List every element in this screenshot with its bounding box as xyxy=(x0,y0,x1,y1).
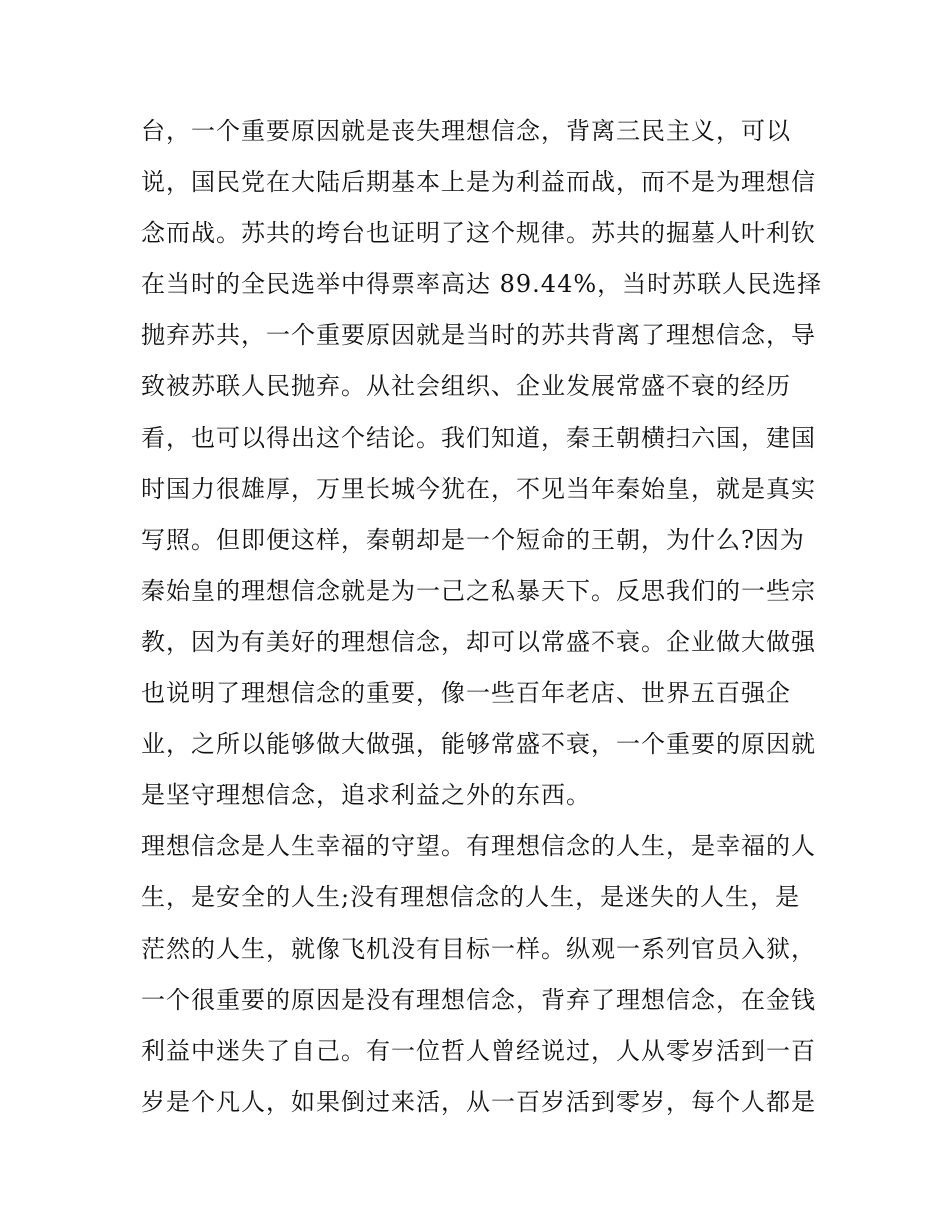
text-line: 业，之所以能够做大做强，能够常盛不衰，一个重要的原因就 xyxy=(141,730,816,759)
text-line: 一个很重要的原因是没有理想信念，背弃了理想信念，在金钱 xyxy=(141,985,816,1014)
text-line: 是坚守理想信念，追求利益之外的东西。 xyxy=(141,781,591,810)
text-line: 念而战。苏共的垮台也证明了这个规律。苏共的掘墓人叶利钦 xyxy=(141,219,816,248)
text-line: 岁是个凡人，如果倒过来活，从一百岁活到零岁，每个人都是 xyxy=(141,1087,816,1116)
text-line: 利益中迷失了自己。有一位哲人曾经说过，人从零岁活到一百 xyxy=(141,1036,816,1065)
document-body xyxy=(141,106,821,1128)
text-line: 抛弃苏共，一个重要原因就是当时的苏共背离了理想信念，导 xyxy=(141,321,816,350)
text-line: 写照。但即便这样，秦朝却是一个短命的王朝，为什么?因为 xyxy=(141,525,805,554)
text-line: 时国力很雄厚，万里长城今犹在，不见当年秦始皇，就是真实 xyxy=(141,474,816,503)
text-line: 生，是安全的人生;没有理想信念的人生，是迷失的人生，是 xyxy=(141,883,801,912)
text-line: 台，一个重要原因就是丧失理想信念，背离三民主义，可以 xyxy=(141,117,791,145)
text-line: 致被苏联人民抛弃。从社会组织、企业发展常盛不衰的经历 xyxy=(141,372,791,401)
text-line: 在当时的全民选举中得票率高达 89.44%，当时苏联人民选择 xyxy=(141,270,823,299)
text-line: 茫然的人生，就像飞机没有目标一样。纵观一系列官员入狱， xyxy=(141,934,816,963)
text-line: 秦始皇的理想信念就是为一己之私暴天下。反思我们的一些宗 xyxy=(141,576,816,605)
text-line: 教，因为有美好的理想信念，却可以常盛不衰。企业做大做强 xyxy=(141,627,816,656)
text-line: 说，国民党在大陆后期基本上是为利益而战，而不是为理想信 xyxy=(141,168,816,197)
text-line: 看，也可以得出这个结论。我们知道，秦王朝横扫六国，建国 xyxy=(141,423,816,452)
text-line: 理想信念是人生幸福的守望。有理想信念的人生，是幸福的人 xyxy=(141,832,816,861)
text-line: 也说明了理想信念的重要，像一些百年老店、世界五百强企 xyxy=(141,679,791,708)
